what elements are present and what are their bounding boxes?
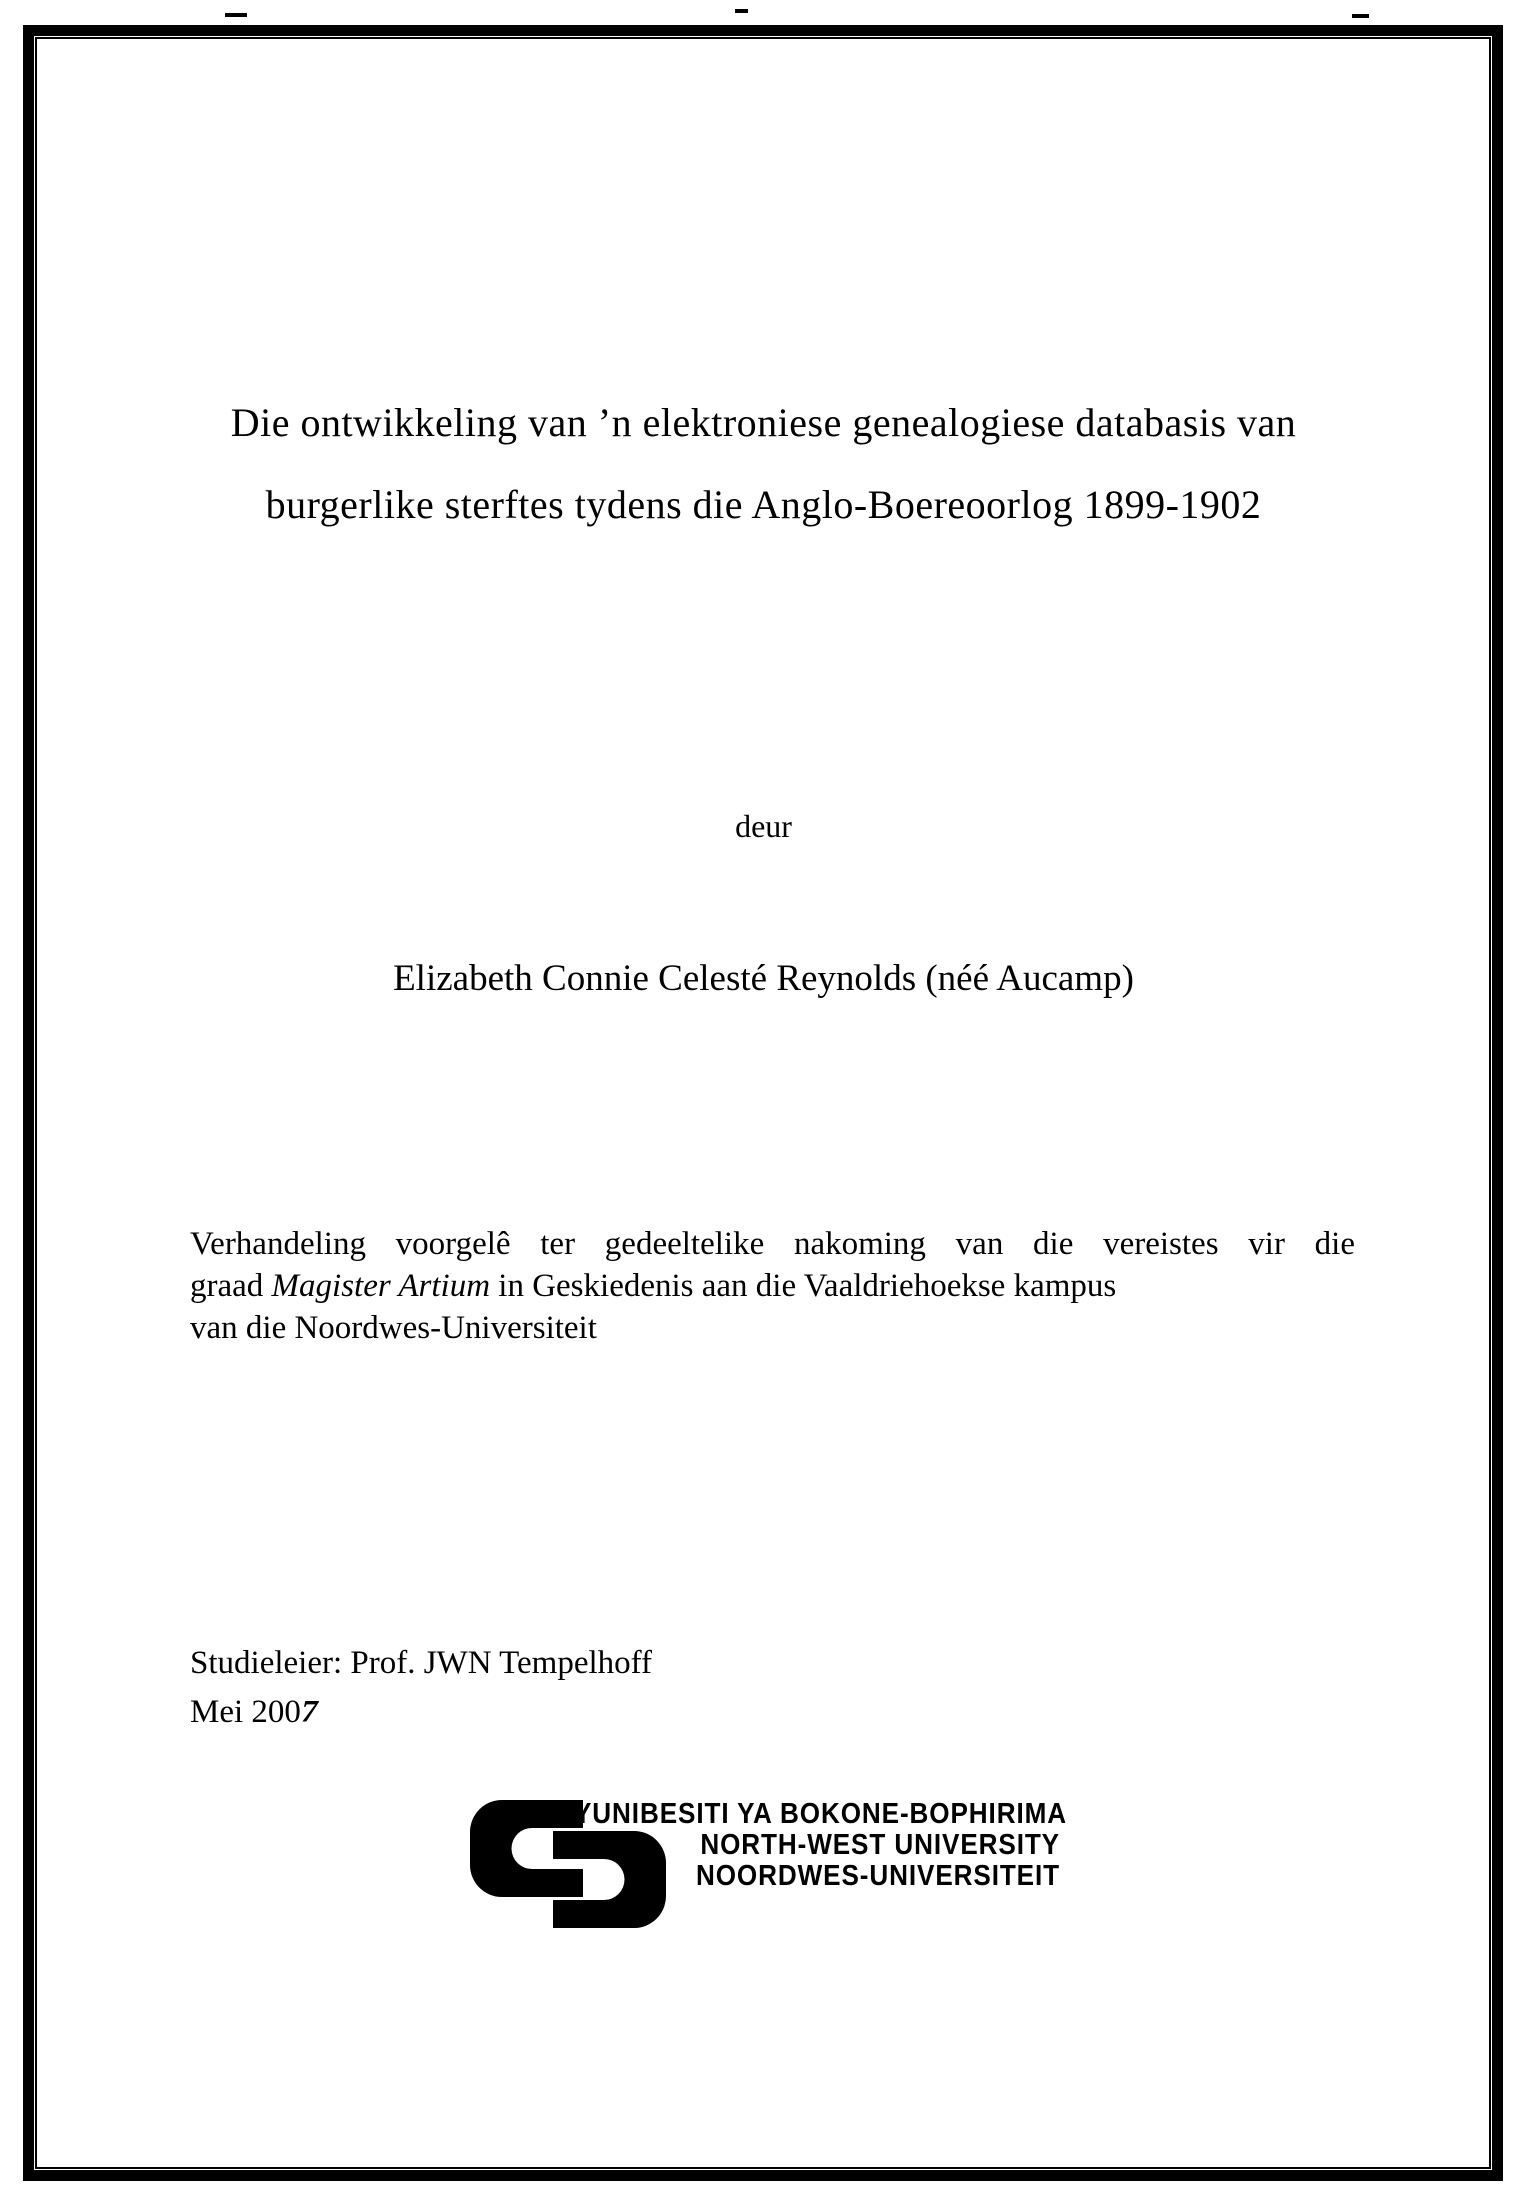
date-last-digit: 7 xyxy=(297,1694,322,1730)
thesis-title-line-2: burgerlike sterftes tydens die Anglo-Boereoorlog 1899-1902 xyxy=(265,482,1262,527)
statement-line-2-post: in Geskiedenis aan die Vaaldriehoekse kampus xyxy=(490,1268,1117,1304)
thesis-statement xyxy=(190,1223,1355,1349)
supervisor-line: Studieleier: Prof. JWN Tempelhoff xyxy=(190,1645,653,1681)
date-prefix: Mei 200 xyxy=(190,1694,301,1730)
logo-text-afrikaans: NOORDWES-UNIVERSITEIT xyxy=(695,1860,1060,1892)
scan-speck xyxy=(225,13,247,17)
logo-text-english: NORTH-WEST UNIVERSITY xyxy=(700,1829,1060,1861)
thesis-title xyxy=(0,382,1527,546)
scan-speck xyxy=(735,9,748,13)
statement-line-3: van die Noordwes-Universiteit xyxy=(190,1310,597,1346)
date-line xyxy=(190,1691,322,1733)
degree-name-italic: Magister Artium xyxy=(271,1268,491,1304)
logo-text-setswana: YUNIBESITI YA BOKONE-BOPHIRIMA xyxy=(574,1798,1068,1830)
byline-deur: deur xyxy=(735,808,792,844)
author-name: Elizabeth Connie Celesté Reynolds (néé Aucamp) xyxy=(393,958,1134,999)
thesis-title-line-1: Die ontwikkeling van ’n elektroniese genealogiese databasis van xyxy=(230,400,1297,445)
statement-line-2-pre: graad xyxy=(190,1268,272,1304)
scan-speck xyxy=(1352,14,1369,18)
university-logo-text xyxy=(520,1798,1068,1892)
statement-line-2 xyxy=(190,1265,1355,1307)
statement-line-1: Verhandeling voorgelê ter gedeeltelike nakoming van die vereistes vir die xyxy=(190,1226,1355,1262)
